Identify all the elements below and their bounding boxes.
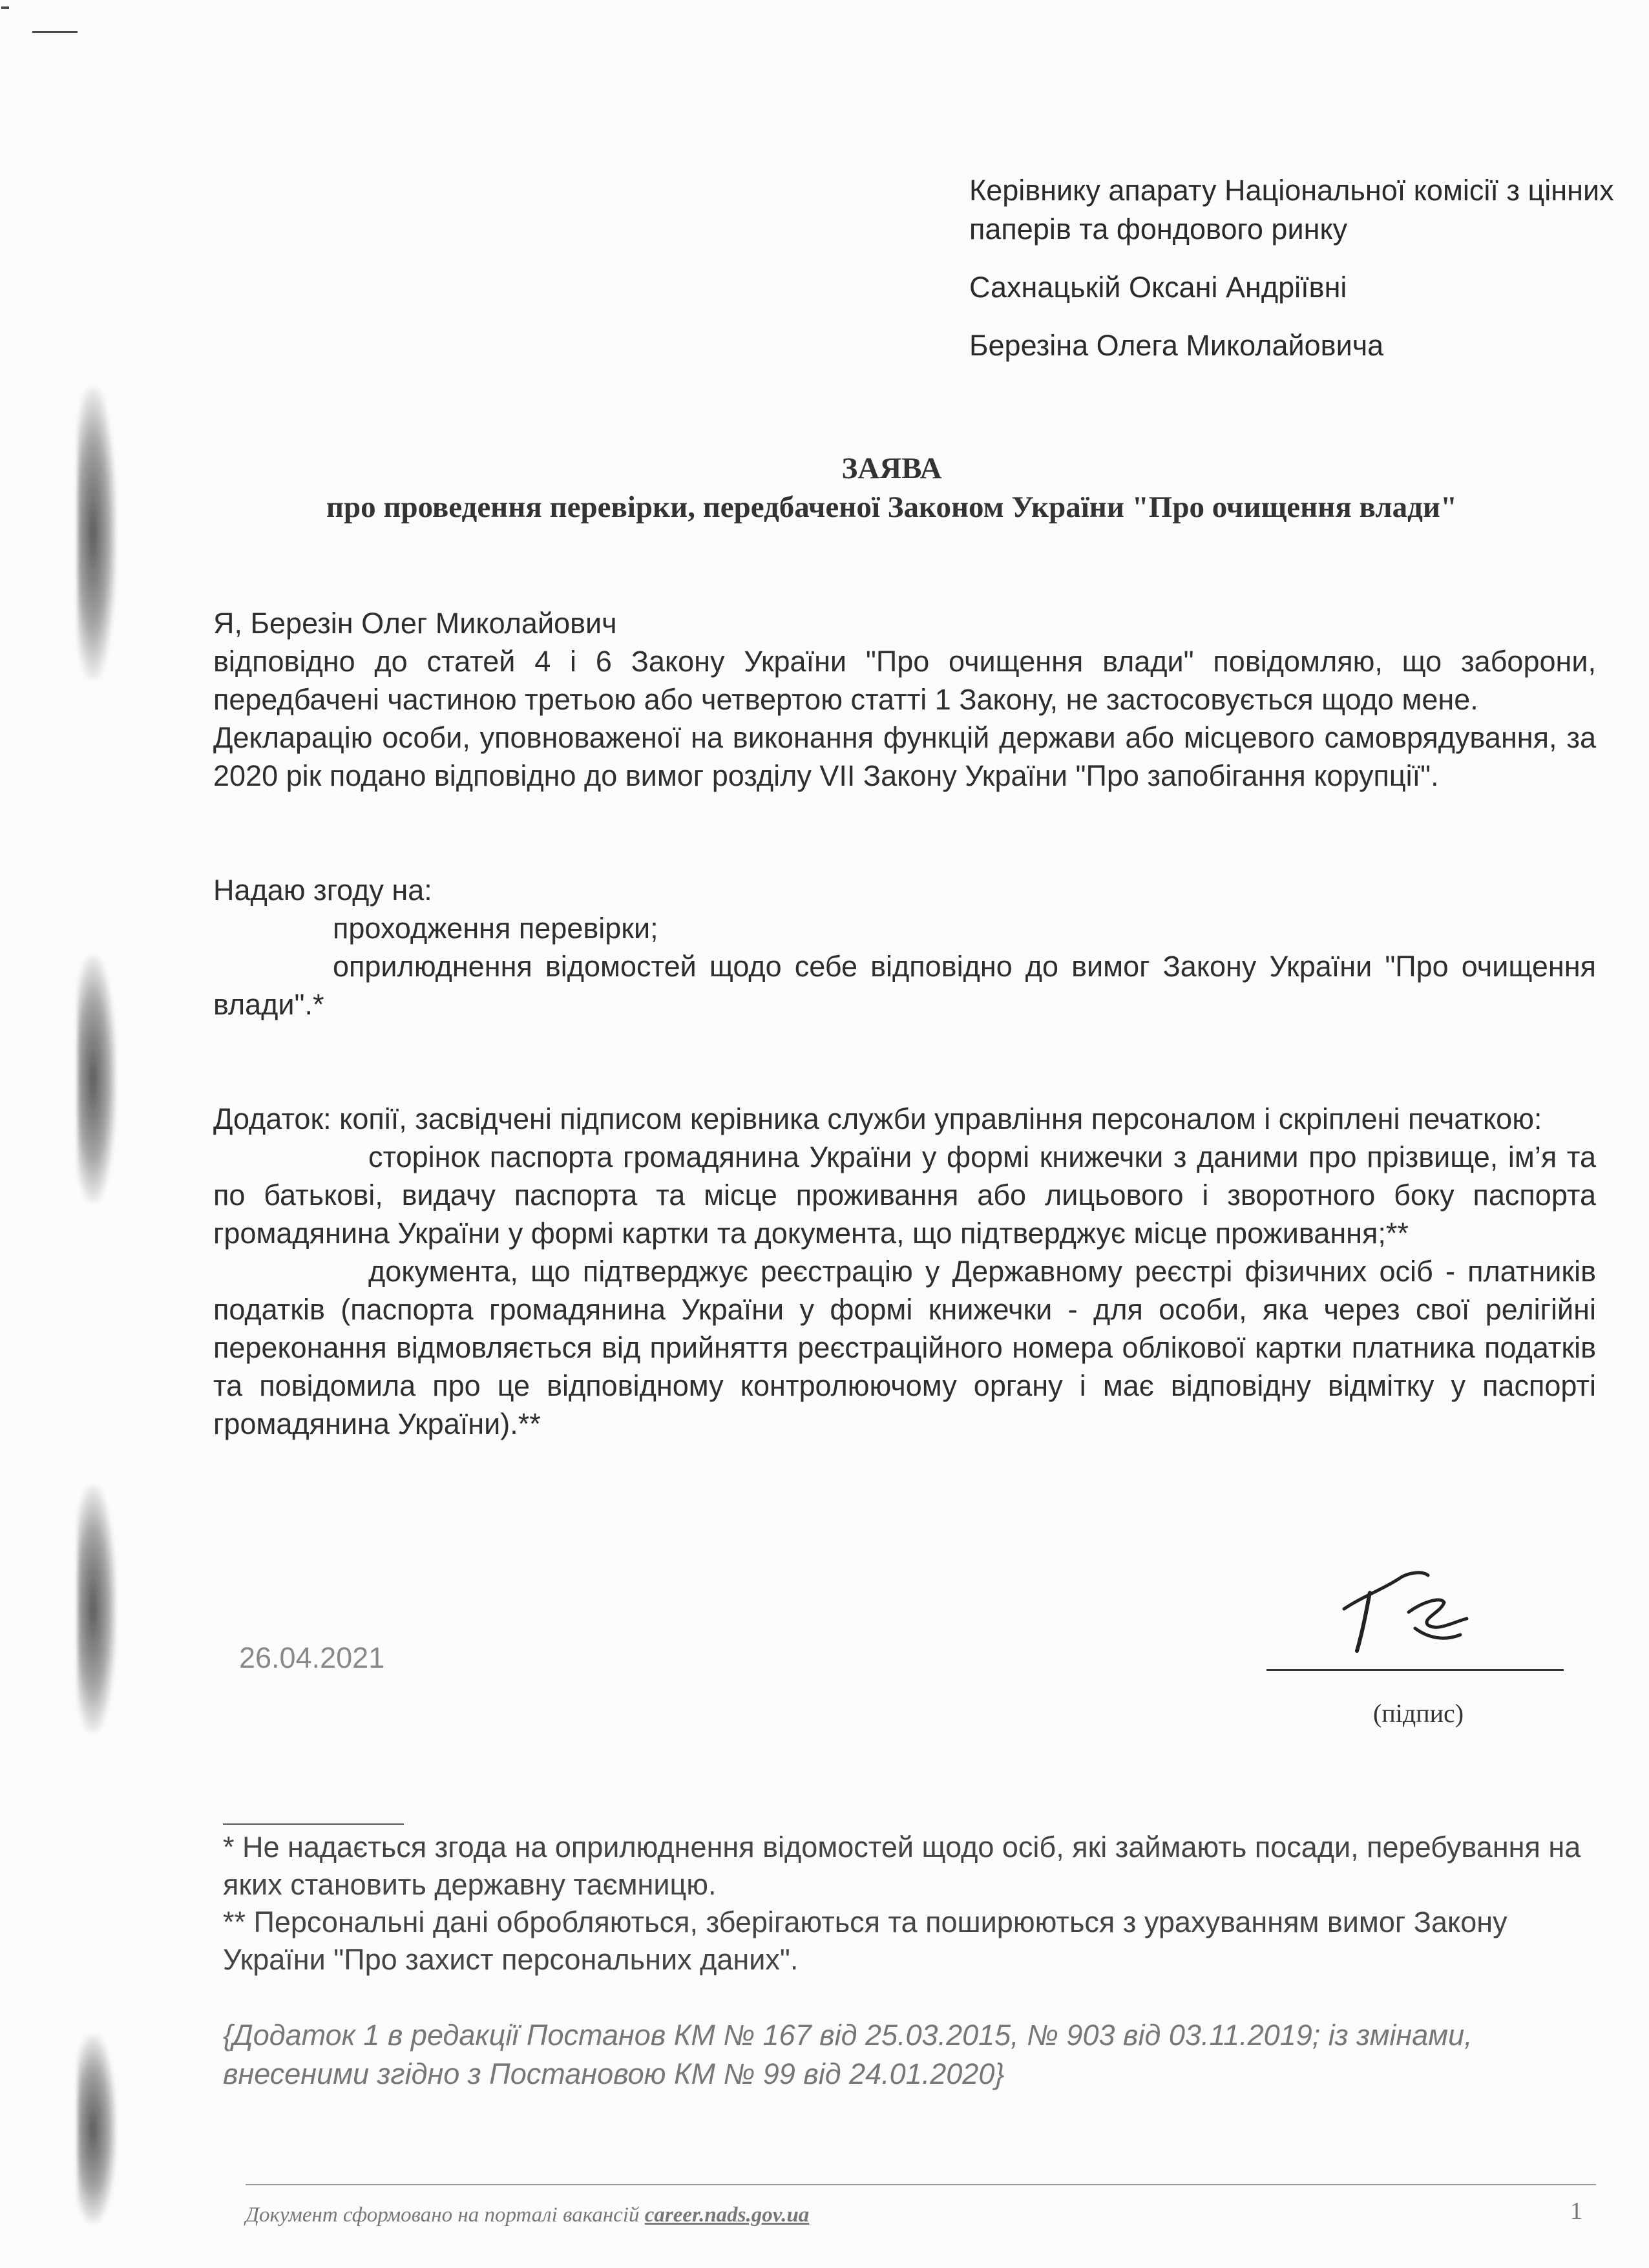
sender-name: Березіна Олега Миколайовича	[969, 329, 1384, 362]
page-number: 1	[1570, 2198, 1582, 2225]
attachment-intro: Додаток: копії, засвідчені підписом керівника служби управління персоналом і скріплені печаткою:	[213, 1102, 1542, 1135]
footnote-2: ** Персональні дані обробляються, зберігаються та поширюються з урахуванням вимог Закону України "Про захист персональних даних".	[223, 1906, 1507, 1976]
footnote-1: * Не надається згода на оприлюднення відомостей щодо осіб, які займають посади, перебування на яких становить державну таємницю.	[223, 1831, 1581, 1901]
statement-paragraph: відповідно до статей 4 і 6 Закону України "Про очищення влади" повідомляю, що заборони, передбачені частиною третьою або четвертою статті 1 Закону, не застосовується щодо мене.	[213, 645, 1596, 716]
statement-date: 26.04.2021	[239, 1641, 385, 1674]
consent-item: оприлюднення відомостей щодо себе відповідно до вимог Закону України "Про очищення влади".*	[213, 950, 1596, 1021]
handwritten-signature	[1331, 1557, 1486, 1667]
footnotes	[223, 1829, 1596, 1979]
scan-smudge	[78, 1486, 116, 1732]
applicant-line: Я, Березін Олег Миколайович	[213, 607, 617, 640]
document-heading	[233, 449, 1551, 527]
footer-text: Документ сформовано на порталі вакансій	[246, 2203, 640, 2227]
addressee-block	[969, 171, 1615, 365]
consent-item: проходження перевірки;	[333, 912, 658, 945]
recipient-name: Сахнацькій Оксані Андріївні	[969, 271, 1347, 304]
signature-label: (підпис)	[1373, 1699, 1464, 1728]
recipient-position: Керівнику апарату Національної комісії з цінних паперів та фондового ринку	[969, 174, 1614, 246]
portal-link[interactable]: career.nads.gov.ua	[644, 2203, 810, 2227]
declaration-paragraph: Декларацію особи, уповноваженої на виконання функцій держави або місцевого самоврядування, за 2020 рік подано відповідно до вимог розділу VII Закону України "Про запобігання корупції".	[213, 721, 1596, 792]
scan-mark	[32, 31, 78, 33]
amendment-note: {Додаток 1 в редакції Постанов КМ № 167 від 25.03.2015, № 903 від 03.11.2019; із змінами, внесеними згідно з Постановою КМ № 99 від 24.01.2020}	[223, 2019, 1473, 2090]
attachment-item: сторінок паспорта громадянина України у формі книжечки з даними про прізвище, ім’я та по батькові, видачу паспорта та місце проживання або лицьового і зворотного боку паспорта громадянина України у формі картки та документа, що підтверджує місце проживання;**	[213, 1140, 1596, 1250]
attachment-item: документа, що підтверджує реєстрацію у Державному реєстрі фізичних осіб - платників податків (паспорта громадянина України у формі книжечки - для особи, яка через свої релігійні переконання відмовляється від прийняття реєстраційного номера облікової картки платника податків та повідомила про це відповідному контролюючому органу і має відповідну відмітку у паспорті громадянина України).**	[213, 1255, 1596, 1440]
footer-divider	[246, 2184, 1596, 2185]
scan-smudge	[78, 956, 116, 1202]
document-title: ЗАЯВА	[841, 452, 942, 485]
footnote-divider	[223, 1823, 404, 1825]
signature-line	[1266, 1669, 1564, 1671]
footer	[246, 2203, 809, 2227]
scan-smudge	[78, 2035, 116, 2223]
scan-mark	[1, 6, 9, 9]
document-subtitle: про проведення перевірки, передбаченої Законом України "Про очищення влади"	[326, 490, 1458, 524]
scan-smudge	[78, 388, 116, 678]
consent-intro: Надаю згоду на:	[213, 874, 432, 907]
statement-body	[213, 604, 1596, 1443]
